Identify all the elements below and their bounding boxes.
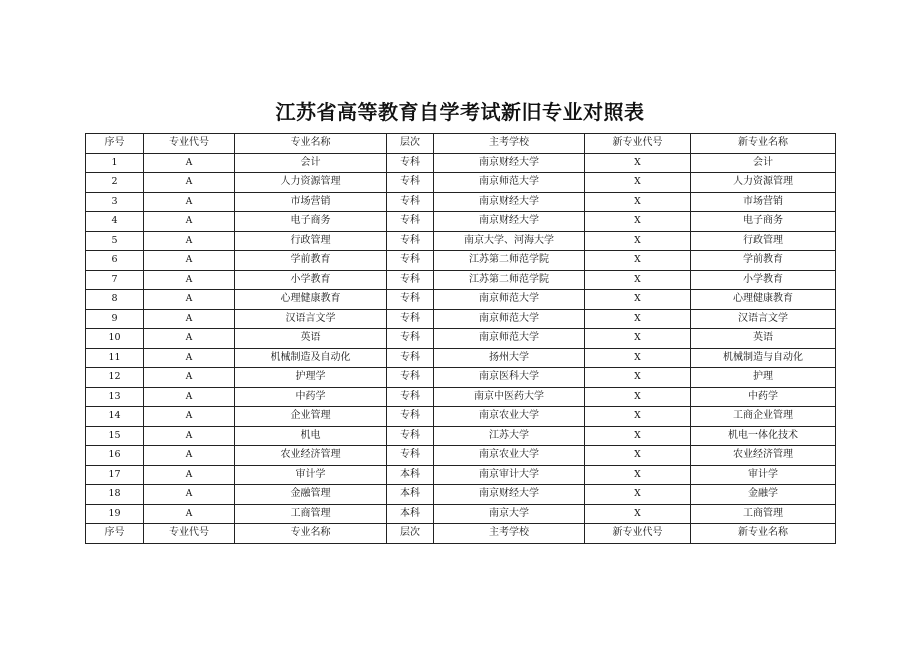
table-row bbox=[86, 270, 836, 290]
cell-code: A bbox=[144, 270, 235, 290]
table-row bbox=[86, 290, 836, 310]
cell-new-name: 小学教育 bbox=[691, 270, 836, 290]
cell-no: 18 bbox=[86, 485, 144, 505]
cell-no: 7 bbox=[86, 270, 144, 290]
table-row bbox=[86, 173, 836, 193]
cell-new-code: X bbox=[585, 387, 691, 407]
cell-new-code: X bbox=[585, 212, 691, 232]
cell-no: 13 bbox=[86, 387, 144, 407]
cell-name: 市场营销 bbox=[235, 192, 387, 212]
cell-new-code: X bbox=[585, 251, 691, 271]
cell-no: 9 bbox=[86, 309, 144, 329]
cell-no: 16 bbox=[86, 446, 144, 466]
cell-code: A bbox=[144, 231, 235, 251]
cell-new-code: X bbox=[585, 446, 691, 466]
cell-new-code: X bbox=[585, 329, 691, 349]
cell-new-name: 人力资源管理 bbox=[691, 173, 836, 193]
cell-name: 行政管理 bbox=[235, 231, 387, 251]
cell-name: 机械制造及自动化 bbox=[235, 348, 387, 368]
cell-name: 工商管理 bbox=[235, 504, 387, 524]
cell-no: 10 bbox=[86, 329, 144, 349]
cell-level: 专科 bbox=[387, 426, 434, 446]
cell-school: 江苏大学 bbox=[434, 426, 585, 446]
table-row bbox=[86, 231, 836, 251]
cell-school: 南京师范大学 bbox=[434, 290, 585, 310]
cell-new-code: X bbox=[585, 231, 691, 251]
cell-level: 专科 bbox=[387, 329, 434, 349]
cell-code: A bbox=[144, 251, 235, 271]
table-row bbox=[86, 251, 836, 271]
cell-new-code: X bbox=[585, 368, 691, 388]
cell-level: 专科 bbox=[387, 251, 434, 271]
table-row bbox=[86, 407, 836, 427]
cell-level: 专科 bbox=[387, 446, 434, 466]
cell-school: 江苏第二师范学院 bbox=[434, 270, 585, 290]
cell-no: 5 bbox=[86, 231, 144, 251]
table-row bbox=[86, 368, 836, 388]
table-row bbox=[86, 329, 836, 349]
cell-level: 专科 bbox=[387, 290, 434, 310]
cell-school: 南京农业大学 bbox=[434, 446, 585, 466]
cell-new-name: 中药学 bbox=[691, 387, 836, 407]
cell-code: A bbox=[144, 426, 235, 446]
table-row bbox=[86, 212, 836, 232]
footer-cell-new-code: 新专业代号 bbox=[585, 524, 691, 544]
header-cell-level: 层次 bbox=[387, 134, 434, 154]
header-cell-new-name: 新专业名称 bbox=[691, 134, 836, 154]
cell-no: 14 bbox=[86, 407, 144, 427]
footer-cell-new-name: 新专业名称 bbox=[691, 524, 836, 544]
header-cell-name: 专业名称 bbox=[235, 134, 387, 154]
cell-no: 12 bbox=[86, 368, 144, 388]
footer-cell-level: 层次 bbox=[387, 524, 434, 544]
cell-name: 中药学 bbox=[235, 387, 387, 407]
cell-level: 专科 bbox=[387, 309, 434, 329]
cell-new-code: X bbox=[585, 426, 691, 446]
cell-new-code: X bbox=[585, 465, 691, 485]
cell-new-name: 英语 bbox=[691, 329, 836, 349]
cell-school: 南京大学 bbox=[434, 504, 585, 524]
cell-school: 南京师范大学 bbox=[434, 173, 585, 193]
cell-school: 南京农业大学 bbox=[434, 407, 585, 427]
cell-school: 南京师范大学 bbox=[434, 329, 585, 349]
table-row bbox=[86, 387, 836, 407]
cell-level: 本科 bbox=[387, 465, 434, 485]
cell-name: 机电 bbox=[235, 426, 387, 446]
cell-name: 小学教育 bbox=[235, 270, 387, 290]
cell-school: 南京医科大学 bbox=[434, 368, 585, 388]
cell-no: 11 bbox=[86, 348, 144, 368]
cell-no: 3 bbox=[86, 192, 144, 212]
cell-new-name: 市场营销 bbox=[691, 192, 836, 212]
cell-new-code: X bbox=[585, 153, 691, 173]
table-row bbox=[86, 153, 836, 173]
cell-new-code: X bbox=[585, 348, 691, 368]
cell-new-code: X bbox=[585, 309, 691, 329]
cell-no: 15 bbox=[86, 426, 144, 446]
document-title: 江苏省高等教育自学考试新旧专业对照表 bbox=[275, 100, 645, 124]
cell-school: 扬州大学 bbox=[434, 348, 585, 368]
cell-level: 专科 bbox=[387, 368, 434, 388]
cell-new-name: 心理健康教育 bbox=[691, 290, 836, 310]
cell-new-name: 金融学 bbox=[691, 485, 836, 505]
cell-new-name: 护理 bbox=[691, 368, 836, 388]
cell-code: A bbox=[144, 504, 235, 524]
header-cell-code: 专业代号 bbox=[144, 134, 235, 154]
cell-code: A bbox=[144, 387, 235, 407]
cell-level: 专科 bbox=[387, 231, 434, 251]
header-row bbox=[86, 134, 836, 154]
cell-new-name: 机电一体化技术 bbox=[691, 426, 836, 446]
cell-school: 南京财经大学 bbox=[434, 212, 585, 232]
header-cell-new-code: 新专业代号 bbox=[585, 134, 691, 154]
cell-level: 专科 bbox=[387, 153, 434, 173]
cell-code: A bbox=[144, 446, 235, 466]
header-cell-school: 主考学校 bbox=[434, 134, 585, 154]
cell-name: 学前教育 bbox=[235, 251, 387, 271]
header-cell-no: 序号 bbox=[86, 134, 144, 154]
cell-no: 2 bbox=[86, 173, 144, 193]
cell-name: 电子商务 bbox=[235, 212, 387, 232]
cell-code: A bbox=[144, 368, 235, 388]
cell-name: 汉语言文学 bbox=[235, 309, 387, 329]
cell-code: A bbox=[144, 465, 235, 485]
cell-level: 专科 bbox=[387, 173, 434, 193]
cell-school: 江苏第二师范学院 bbox=[434, 251, 585, 271]
table-body bbox=[86, 153, 836, 524]
footer-cell-school: 主考学校 bbox=[434, 524, 585, 544]
cell-name: 人力资源管理 bbox=[235, 173, 387, 193]
cell-no: 4 bbox=[86, 212, 144, 232]
cell-code: A bbox=[144, 173, 235, 193]
cell-level: 专科 bbox=[387, 270, 434, 290]
cell-name: 审计学 bbox=[235, 465, 387, 485]
cell-new-code: X bbox=[585, 504, 691, 524]
cell-school: 南京审计大学 bbox=[434, 465, 585, 485]
cell-name: 会计 bbox=[235, 153, 387, 173]
cell-school: 南京大学、河海大学 bbox=[434, 231, 585, 251]
table-row bbox=[86, 309, 836, 329]
cell-level: 专科 bbox=[387, 192, 434, 212]
cell-code: A bbox=[144, 407, 235, 427]
cell-code: A bbox=[144, 348, 235, 368]
cell-code: A bbox=[144, 485, 235, 505]
cell-code: A bbox=[144, 290, 235, 310]
cell-name: 金融管理 bbox=[235, 485, 387, 505]
cell-new-code: X bbox=[585, 290, 691, 310]
cell-level: 专科 bbox=[387, 212, 434, 232]
cell-new-name: 学前教育 bbox=[691, 251, 836, 271]
table-row bbox=[86, 446, 836, 466]
cell-school: 南京财经大学 bbox=[434, 153, 585, 173]
cell-name: 心理健康教育 bbox=[235, 290, 387, 310]
cell-new-name: 农业经济管理 bbox=[691, 446, 836, 466]
cell-code: A bbox=[144, 329, 235, 349]
cell-code: A bbox=[144, 192, 235, 212]
cell-new-code: X bbox=[585, 192, 691, 212]
cell-new-code: X bbox=[585, 270, 691, 290]
cell-no: 17 bbox=[86, 465, 144, 485]
footer-row bbox=[86, 524, 836, 544]
cell-name: 企业管理 bbox=[235, 407, 387, 427]
cell-level: 本科 bbox=[387, 504, 434, 524]
cell-code: A bbox=[144, 212, 235, 232]
footer-cell-name: 专业名称 bbox=[235, 524, 387, 544]
table-row bbox=[86, 192, 836, 212]
cell-school: 南京中医药大学 bbox=[434, 387, 585, 407]
cell-code: A bbox=[144, 153, 235, 173]
cell-new-name: 机械制造与自动化 bbox=[691, 348, 836, 368]
table-row bbox=[86, 348, 836, 368]
cell-new-code: X bbox=[585, 173, 691, 193]
cell-new-name: 电子商务 bbox=[691, 212, 836, 232]
cell-name: 英语 bbox=[235, 329, 387, 349]
footer-cell-no: 序号 bbox=[86, 524, 144, 544]
table-row bbox=[86, 426, 836, 446]
cell-new-name: 汉语言文学 bbox=[691, 309, 836, 329]
cell-no: 1 bbox=[86, 153, 144, 173]
footer-cell-code: 专业代号 bbox=[144, 524, 235, 544]
table-row bbox=[86, 465, 836, 485]
cell-school: 南京师范大学 bbox=[434, 309, 585, 329]
cell-level: 专科 bbox=[387, 407, 434, 427]
cell-new-code: X bbox=[585, 407, 691, 427]
cell-no: 6 bbox=[86, 251, 144, 271]
cell-level: 专科 bbox=[387, 348, 434, 368]
table-row bbox=[86, 504, 836, 524]
cell-new-name: 行政管理 bbox=[691, 231, 836, 251]
cell-school: 南京财经大学 bbox=[434, 192, 585, 212]
cell-new-name: 工商管理 bbox=[691, 504, 836, 524]
cell-no: 19 bbox=[86, 504, 144, 524]
cell-new-name: 工商企业管理 bbox=[691, 407, 836, 427]
table-row bbox=[86, 485, 836, 505]
cell-new-code: X bbox=[585, 485, 691, 505]
cell-new-name: 会计 bbox=[691, 153, 836, 173]
cell-school: 南京财经大学 bbox=[434, 485, 585, 505]
cell-new-name: 审计学 bbox=[691, 465, 836, 485]
major-comparison-table bbox=[85, 133, 836, 544]
cell-level: 本科 bbox=[387, 485, 434, 505]
cell-code: A bbox=[144, 309, 235, 329]
cell-name: 护理学 bbox=[235, 368, 387, 388]
cell-level: 专科 bbox=[387, 387, 434, 407]
cell-no: 8 bbox=[86, 290, 144, 310]
cell-name: 农业经济管理 bbox=[235, 446, 387, 466]
